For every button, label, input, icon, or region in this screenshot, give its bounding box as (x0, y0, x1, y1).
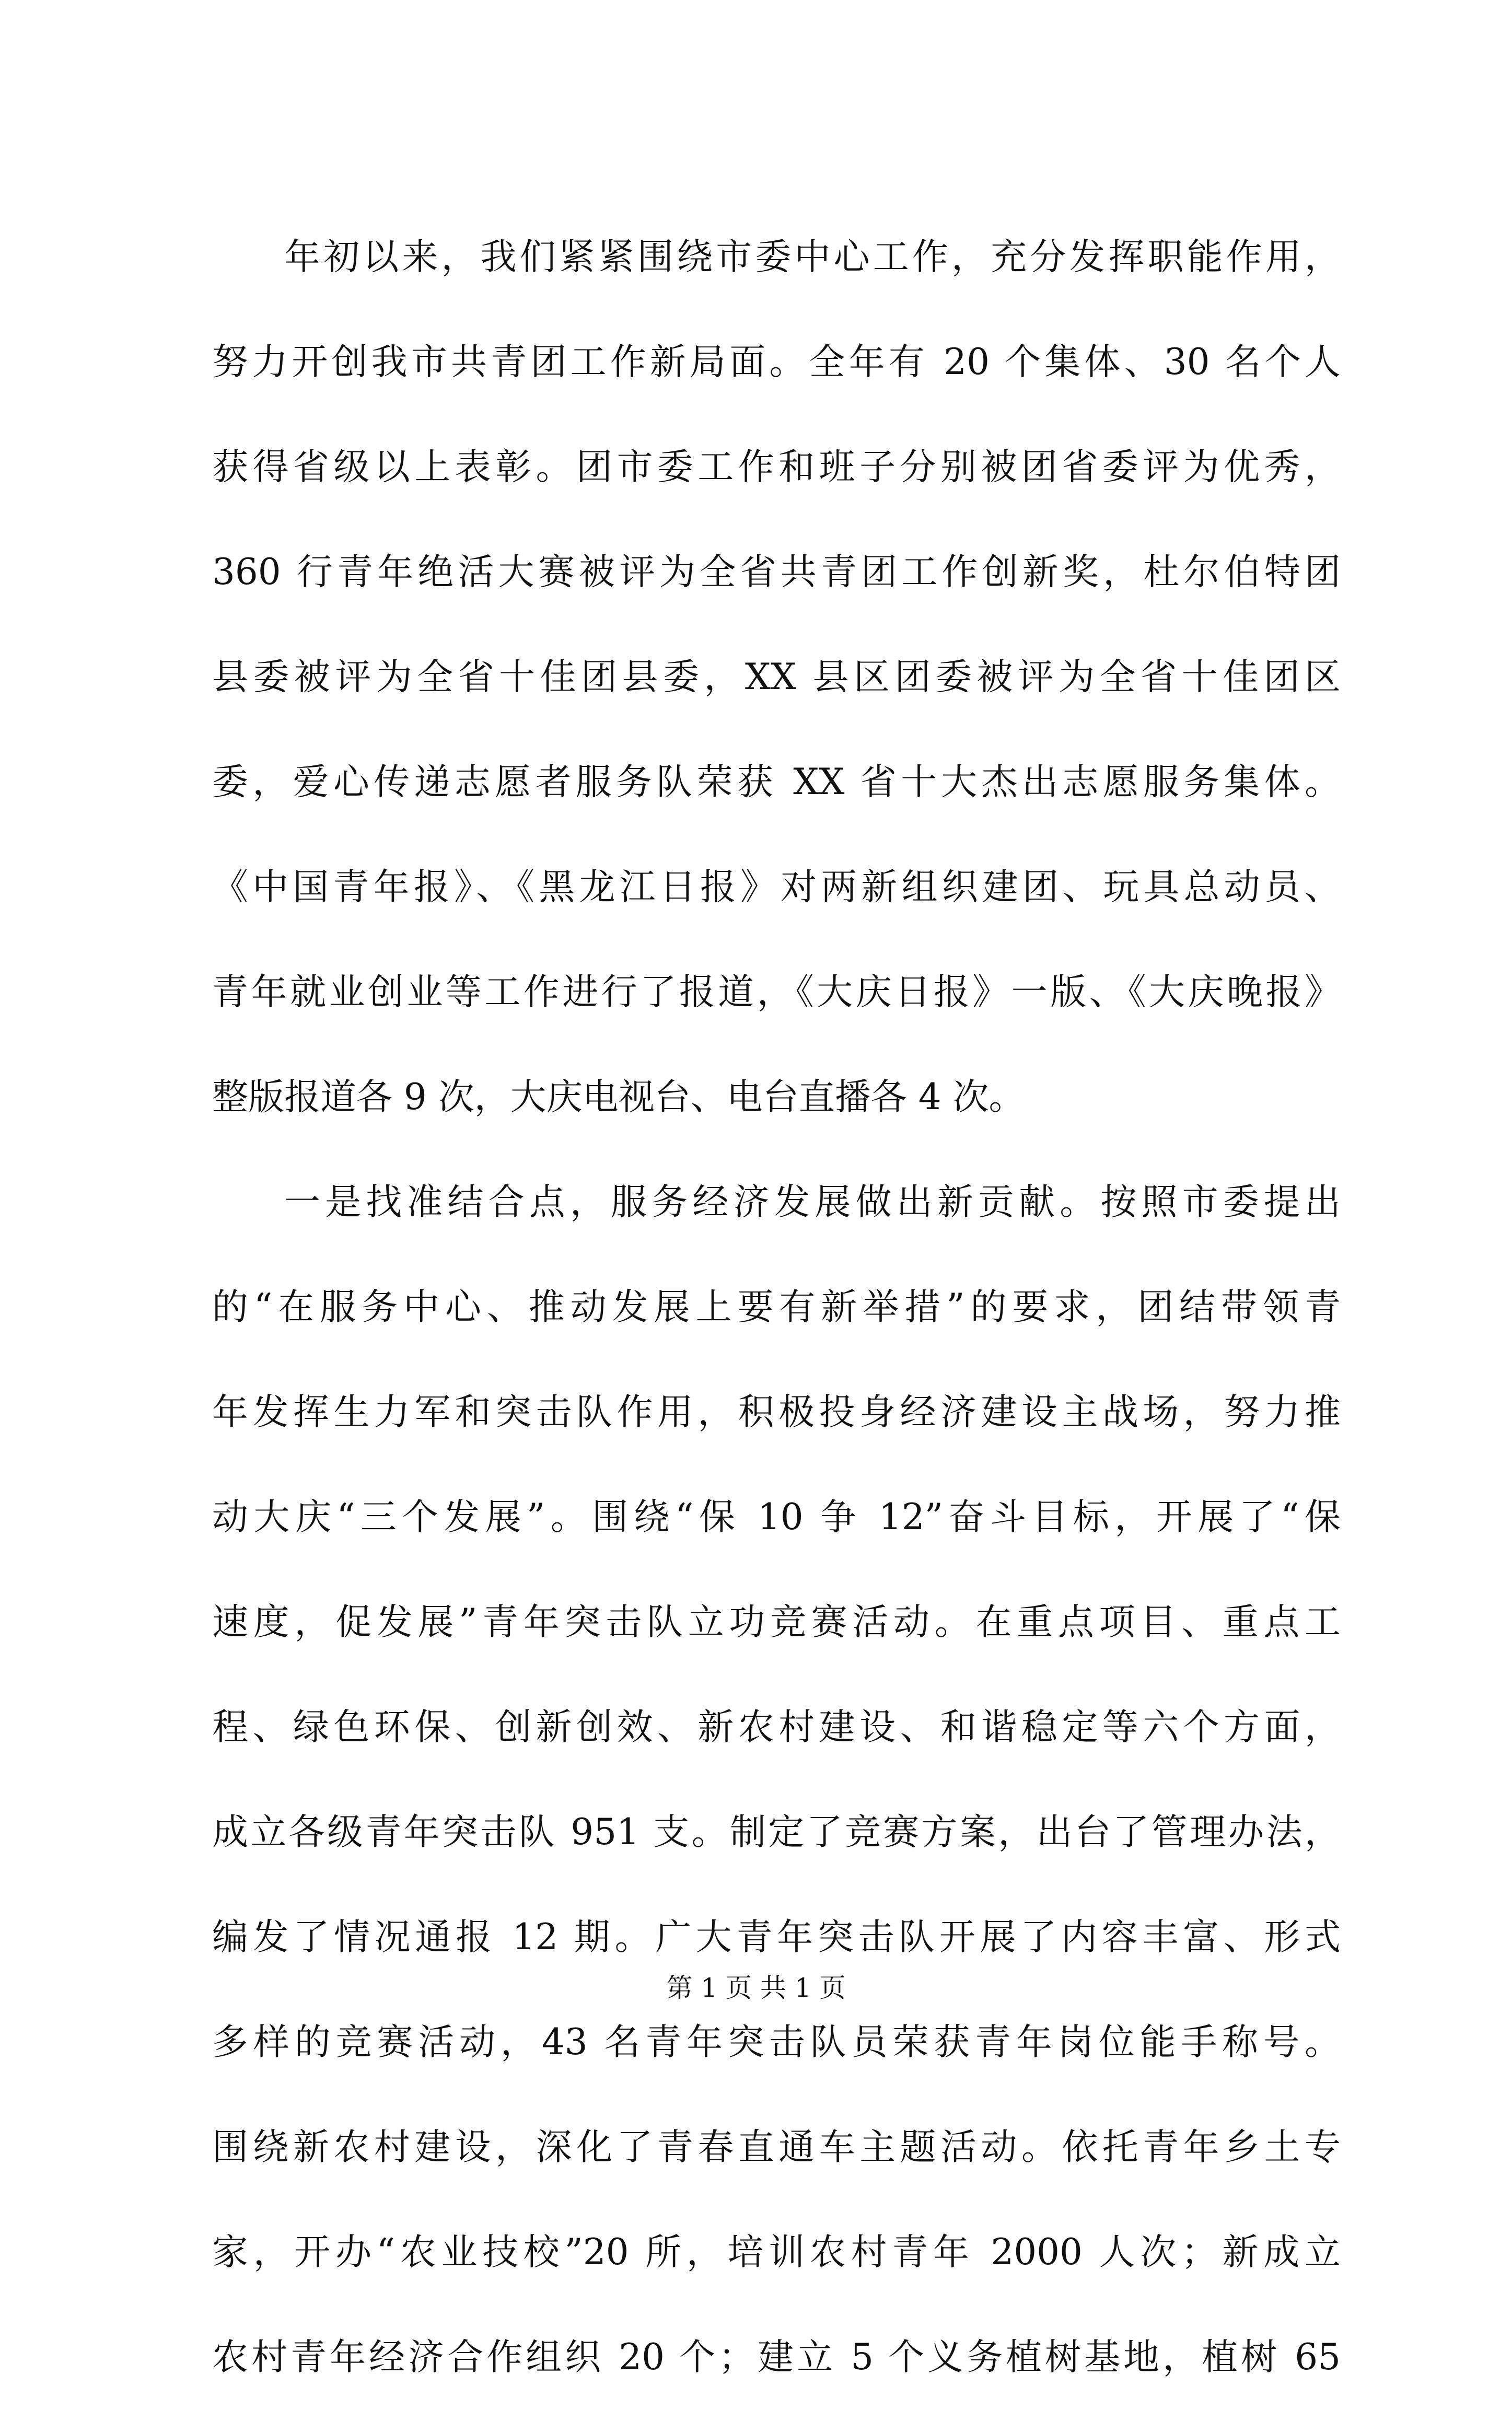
paragraph-2-line-12: 农村青年经济合作组织 20 个；建立 5 个义务植树基地，植树 65 (212, 2336, 1341, 2378)
paragraph-2-line-6: 程、绿色环保、创新创效、新农村建设、和谐稳定等六个方面， (212, 1706, 1341, 1748)
document-body (212, 205, 1341, 2410)
paragraph-2-line-4: 动大庆“三个发展”。围绕“保 10 争 12”奋斗目标，开展了“保 (212, 1496, 1341, 1538)
paragraph-1-line-1: 年初以来，我们紧紧围绕市委中心工作，充分发挥职能作用， (284, 236, 1341, 278)
paragraph-2-line-9: 多样的竞赛活动，43 名青年突击队员荣获青年岗位能手称号。 (212, 2021, 1341, 2063)
paragraph-2-line-5: 速度，促发展”青年突击队立功竞赛活动。在重点项目、重点工 (212, 1601, 1341, 1643)
paragraph-1-line-4: 360 行青年绝活大赛被评为全省共青团工作创新奖，杜尔伯特团 (212, 551, 1341, 593)
paragraph-2-line-7: 成立各级青年突击队 951 支。制定了竞赛方案，出台了管理办法， (212, 1811, 1341, 1853)
page-footer (0, 1970, 1512, 2006)
paragraph-2-line-3: 年发挥生力军和突击队作用，积极投身经济建设主战场，努力推 (212, 1391, 1341, 1433)
paragraph-1-line-2: 努力开创我市共青团工作新局面。全年有 20 个集体、30 名个人 (212, 341, 1341, 383)
paragraph-1-line-9: 整版报道各 9 次，大庆电视台、电台直播各 4 次。 (212, 1076, 1025, 1118)
paragraph-1-line-6: 委，爱心传递志愿者服务队荣获 XX 省十大杰出志愿服务集体。 (212, 761, 1341, 803)
page-number-text: 第 1 页 共 1 页 (666, 1973, 846, 2003)
paragraph-2-line-1: 一是找准结合点，服务经济发展做出新贡献。按照市委提出 (284, 1181, 1341, 1223)
paragraph-2-line-11: 家，开办“农业技校”20 所，培训农村青年 2000 人次；新成立 (212, 2231, 1341, 2273)
paragraph-2-line-8: 编发了情况通报 12 期。广大青年突击队开展了内容丰富、形式 (212, 1916, 1341, 1958)
paragraph-2-line-2: 的“在服务中心、推动发展上要有新举措”的要求，团结带领青 (212, 1286, 1341, 1328)
paragraph-2-line-10: 围绕新农村建设，深化了青春直通车主题活动。依托青年乡土专 (212, 2126, 1341, 2168)
paragraph-1-line-7: 《中国青年报》、《黑龙江日报》对两新组织建团、玩具总动员、 (212, 866, 1341, 908)
paragraph-1-line-3: 获得省级以上表彰。团市委工作和班子分别被团省委评为优秀， (212, 446, 1341, 488)
paragraph-1-line-8: 青年就业创业等工作进行了报道，《大庆日报》一版、《大庆晚报》 (212, 971, 1341, 1013)
paragraph-1-line-5: 县委被评为全省十佳团县委，XX 县区团委被评为全省十佳团区 (212, 656, 1341, 698)
